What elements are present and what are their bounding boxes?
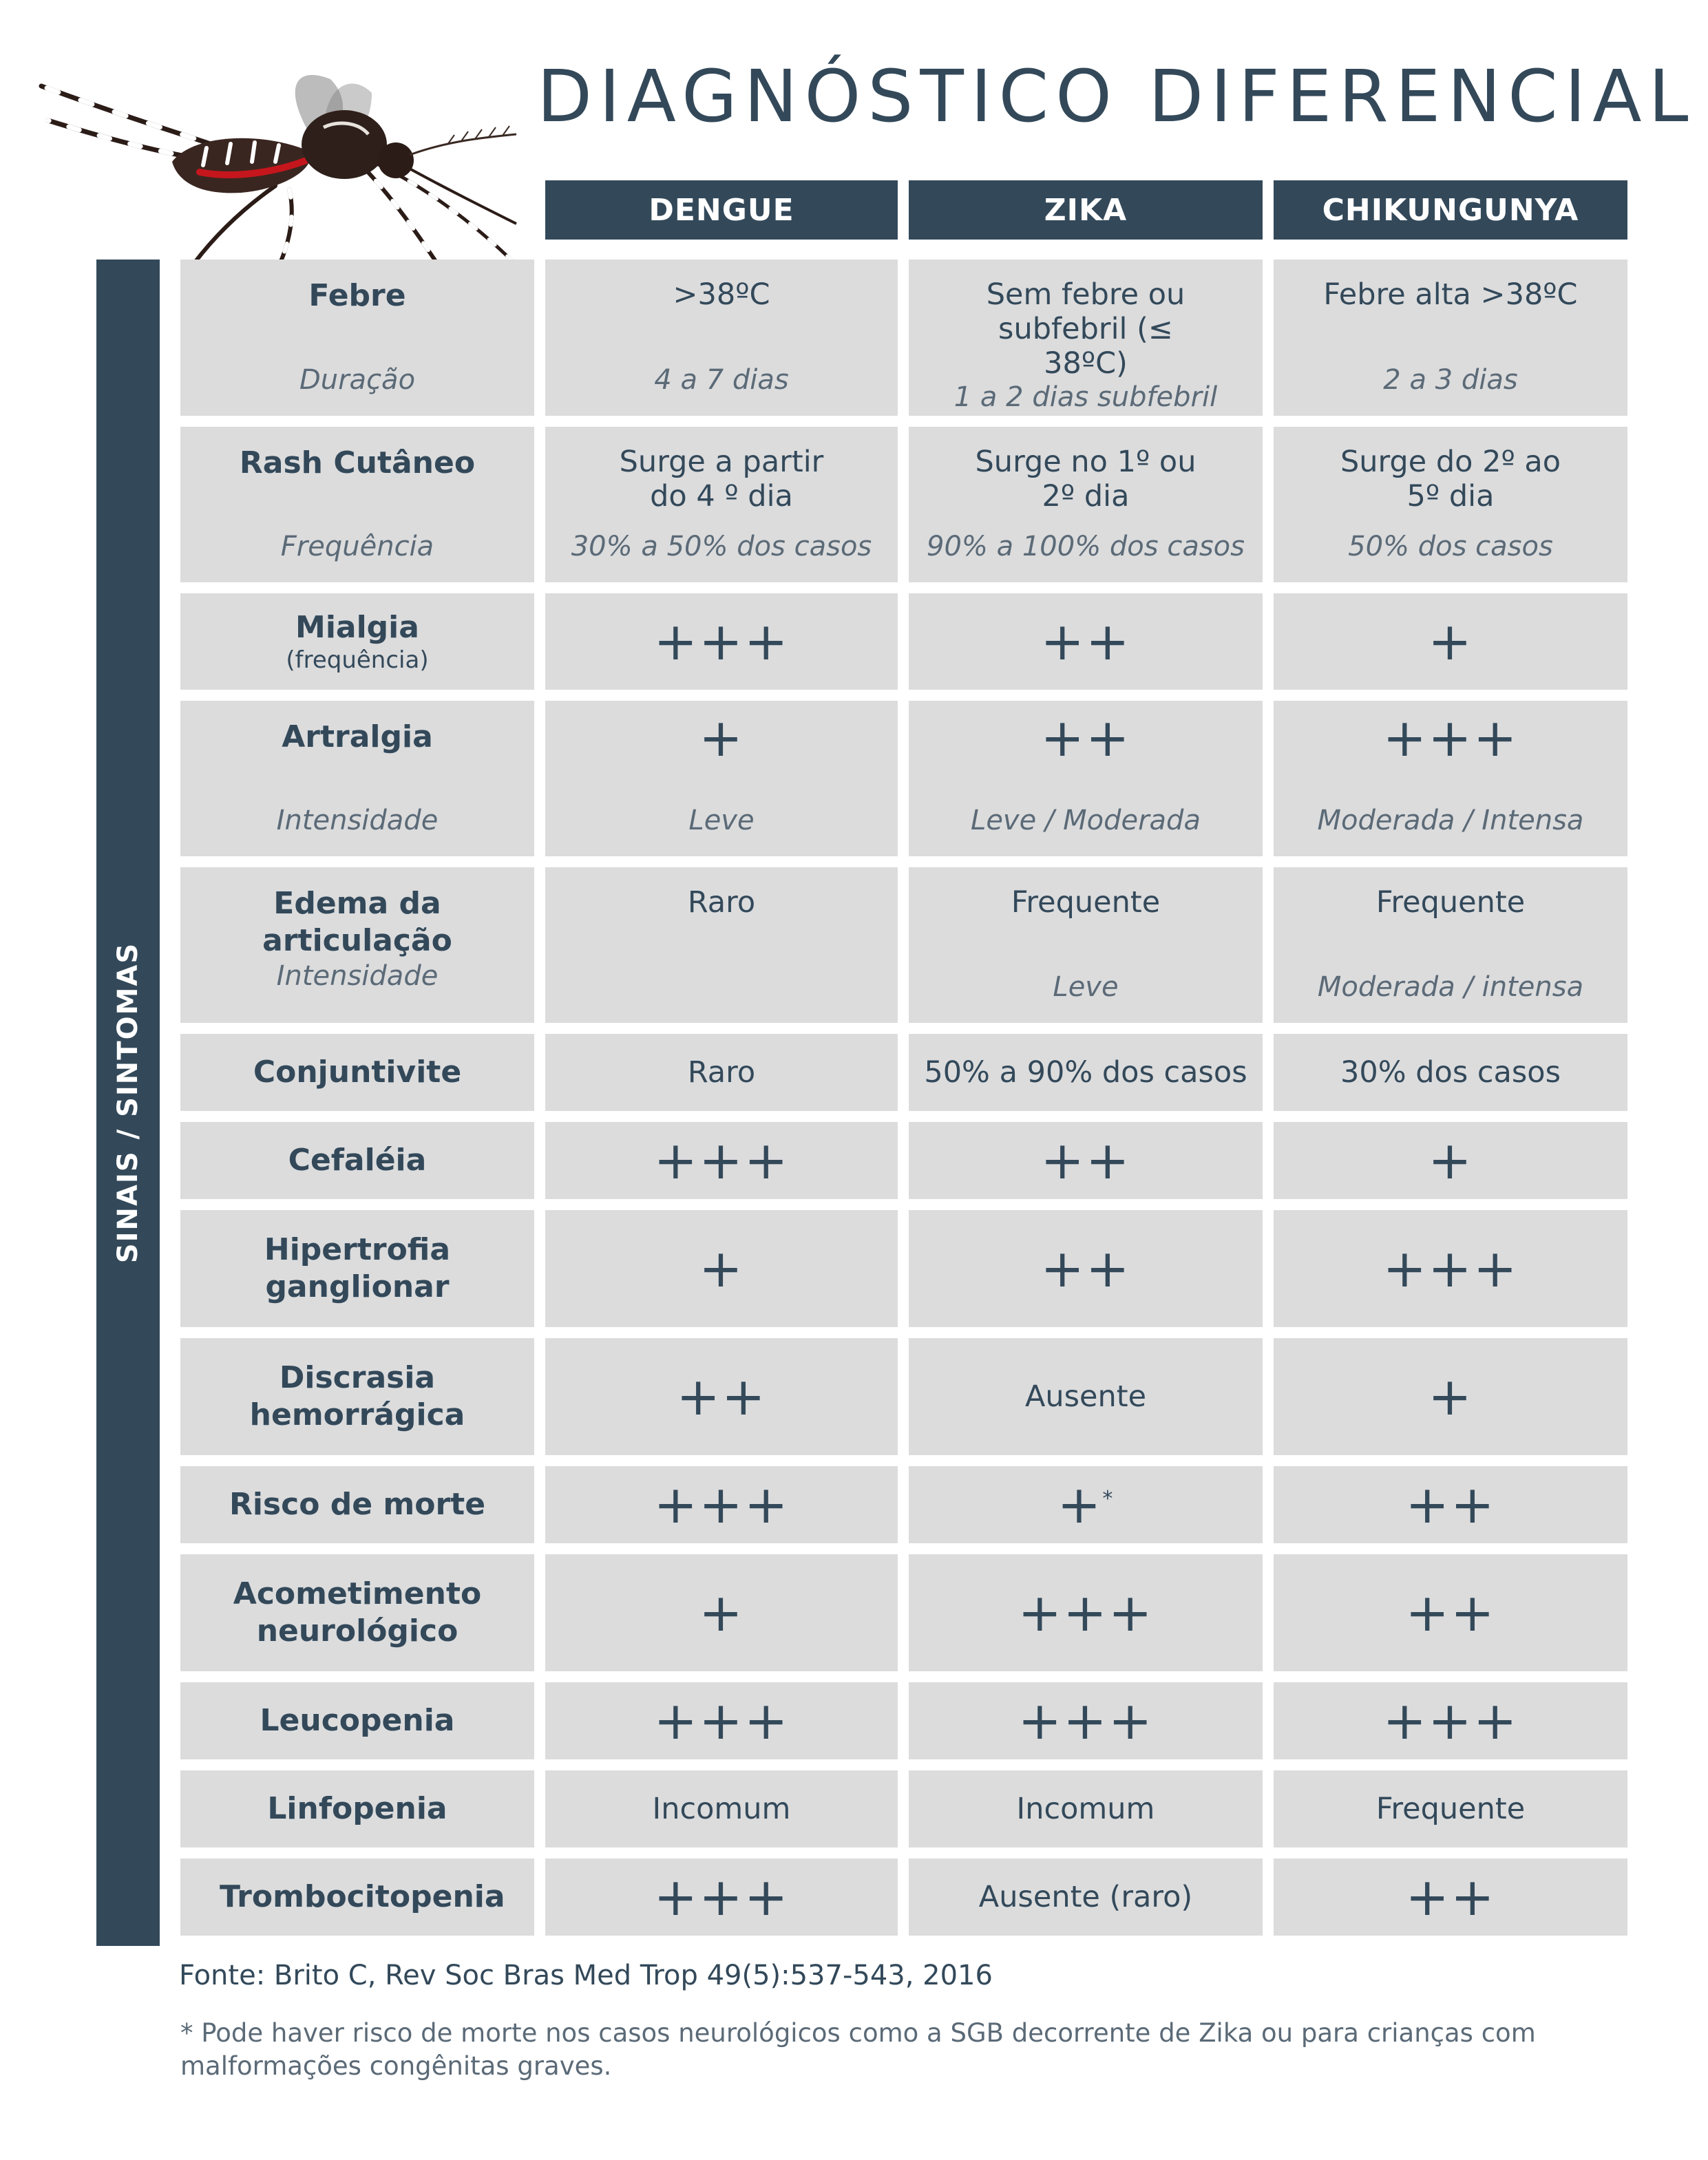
- cell-value: Raro: [687, 1055, 756, 1090]
- row-label-cell: [180, 1859, 534, 1936]
- cell-detail: 90% a 100% dos casos: [927, 531, 1245, 562]
- footnote: * Pode haver risco de morte nos casos neurológicos como a SGB decorrente de Zika ou para crianças com malformações congênitas graves.: [180, 2018, 1536, 2081]
- cell-detail: 4 a 7 dias: [654, 364, 789, 396]
- row-label: Leucopenia: [260, 1703, 455, 1738]
- row-label-cell: [180, 1554, 534, 1671]
- column-header-chikungunya: CHIKUNGUNYA: [1274, 180, 1627, 240]
- cell-value: Sem febre ou subfebril (≤ 38ºC): [986, 277, 1185, 381]
- cell-rating: ++: [1040, 707, 1131, 768]
- table-cell: [545, 1210, 898, 1327]
- table-cell: [1274, 1122, 1627, 1199]
- cell-detail: Leve: [688, 805, 755, 836]
- cell-rating: ++: [1405, 1474, 1496, 1535]
- row-label-cell: [180, 427, 534, 582]
- row-label: Rash Cutâneo: [239, 445, 476, 480]
- row-label: Linfopenia: [267, 1791, 447, 1826]
- page-title: DIAGNÓSTICO DIFERENCIAL: [537, 54, 1696, 138]
- row-label: Mialgia: [295, 610, 419, 645]
- cell-rating: ++: [1405, 1582, 1496, 1643]
- cell-value: Raro: [687, 885, 756, 920]
- table-cell: [545, 260, 898, 416]
- cell-rating: +++: [1382, 1690, 1519, 1751]
- row-label-cell: [180, 1770, 534, 1847]
- table-cell: [545, 1466, 898, 1543]
- row-label: Conjuntivite: [253, 1055, 462, 1090]
- row-label-cell: [180, 1682, 534, 1759]
- cell-rating: +++: [1018, 1690, 1154, 1751]
- table-cell: [909, 1466, 1263, 1543]
- table-cell: [1274, 1682, 1627, 1759]
- cell-rating: +*: [1057, 1474, 1115, 1535]
- row-sublabel: Duração: [299, 364, 416, 396]
- cell-rating: +++: [653, 611, 790, 672]
- row-label-cell: [180, 867, 534, 1023]
- cell-value: Frequente: [1375, 885, 1526, 920]
- table-cell: [909, 1210, 1263, 1327]
- cell-rating: +++: [653, 1474, 790, 1535]
- cell-rating: ++: [1405, 1866, 1496, 1927]
- table-cell: [1274, 1554, 1627, 1671]
- row-sublabel: Frequência: [280, 531, 434, 562]
- table-cell: [909, 593, 1263, 690]
- cell-rating: +++: [653, 1690, 790, 1751]
- cell-detail: 50% dos casos: [1348, 531, 1553, 562]
- cell-rating: +++: [653, 1130, 790, 1191]
- cell-value: Incomum: [652, 1792, 791, 1826]
- row-label: Hipertrofia ganglionar: [264, 1232, 451, 1304]
- cell-rating: ++: [1040, 1238, 1131, 1299]
- table-cell: [545, 1770, 898, 1847]
- table-cell: [545, 867, 898, 1023]
- cell-rating: +: [1428, 1130, 1473, 1191]
- table-cell: [1274, 593, 1627, 690]
- column-header-dengue: DENGUE: [545, 180, 898, 240]
- table-cell: [909, 427, 1263, 582]
- table-cell: [909, 701, 1263, 856]
- cell-rating: +: [699, 1238, 744, 1299]
- row-label-cell: [180, 1210, 534, 1327]
- cell-rating: +++: [1382, 1238, 1519, 1299]
- table-cell: [1274, 701, 1627, 856]
- cell-detail: Moderada / Intensa: [1317, 805, 1584, 836]
- row-label-cell: [180, 260, 534, 416]
- cell-rating: ++: [1040, 1130, 1131, 1191]
- cell-value: 30% dos casos: [1340, 1055, 1561, 1090]
- table-cell: [1274, 427, 1627, 582]
- table-cell: [909, 867, 1263, 1023]
- table-cell: [545, 1034, 898, 1111]
- cell-detail: Moderada / intensa: [1317, 971, 1584, 1003]
- table-cell: [909, 1122, 1263, 1199]
- sidebar-label: SINAIS / SINTOMAS: [112, 942, 144, 1264]
- row-label-cell: [180, 701, 534, 856]
- table-cell: [545, 1859, 898, 1936]
- row-label-note: (frequência): [286, 646, 429, 674]
- cell-rating: ++: [1040, 611, 1131, 672]
- table-cell: [1274, 1770, 1627, 1847]
- table-cell: [909, 1682, 1263, 1759]
- row-label: Risco de morte: [229, 1487, 486, 1522]
- table-cell: [1274, 1034, 1627, 1111]
- table-cell: [909, 1554, 1263, 1671]
- cell-rating: +++: [1382, 707, 1519, 768]
- cell-value: Surge no 1º ou 2º dia: [975, 445, 1196, 513]
- cell-value: Surge do 2º ao 5º dia: [1340, 445, 1561, 513]
- cell-rating: +: [1428, 611, 1473, 672]
- cell-value: Ausente (raro): [978, 1880, 1193, 1914]
- cell-value: Frequente: [1375, 1792, 1526, 1826]
- row-label: Febre: [308, 278, 406, 313]
- table-cell: [1274, 867, 1627, 1023]
- table-cell: [545, 701, 898, 856]
- table-cell: [1274, 1210, 1627, 1327]
- table-cell: [545, 593, 898, 690]
- cell-detail: 2 a 3 dias: [1383, 364, 1518, 396]
- row-label: Cefaléia: [288, 1143, 427, 1178]
- table-cell: [545, 1554, 898, 1671]
- table-cell: [909, 1338, 1263, 1455]
- table-cell: [909, 1034, 1263, 1111]
- cell-rating: +: [699, 707, 744, 768]
- row-label: Trombocitopenia: [220, 1879, 505, 1914]
- table-cell: [545, 427, 898, 582]
- cell-value: Frequente: [1011, 885, 1161, 920]
- cell-rating: +++: [1018, 1582, 1154, 1643]
- cell-rating: +: [699, 1582, 744, 1643]
- cell-value: Febre alta >38ºC: [1323, 277, 1578, 312]
- cell-value: Surge a partir do 4 º dia: [619, 445, 824, 513]
- row-label-cell: [180, 1338, 534, 1455]
- table-cell: [1274, 260, 1627, 416]
- table-cell: [909, 260, 1263, 416]
- cell-value: Incomum: [1016, 1792, 1155, 1826]
- cell-rating: +++: [653, 1866, 790, 1927]
- row-label: Edema da articulação: [262, 886, 452, 958]
- footnote-marker: *: [1102, 1487, 1115, 1511]
- cell-rating: +: [1428, 1366, 1473, 1427]
- table-cell: [909, 1770, 1263, 1847]
- table-cell: [1274, 1466, 1627, 1543]
- cell-detail: Leve: [1053, 971, 1119, 1003]
- source-citation: Fonte: Brito C, Rev Soc Bras Med Trop 49(5):537-543, 2016: [179, 1960, 993, 1991]
- table-cell: [1274, 1338, 1627, 1455]
- row-label-cell: [180, 1122, 534, 1199]
- row-label: Artralgia: [282, 719, 433, 754]
- row-label-cell: [180, 593, 534, 690]
- table-cell: [545, 1122, 898, 1199]
- cell-detail: 30% a 50% dos casos: [571, 531, 872, 562]
- table-cell: [545, 1338, 898, 1455]
- row-label-cell: [180, 1034, 534, 1111]
- row-sublabel: Intensidade: [276, 960, 439, 992]
- cell-rating: ++: [676, 1366, 767, 1427]
- cell-detail: 1 a 2 dias subfebril: [953, 381, 1218, 413]
- row-label: Acometimento neurológico: [233, 1576, 482, 1649]
- cell-value: Ausente: [1024, 1379, 1147, 1414]
- cell-value: >38ºC: [673, 277, 770, 312]
- column-header-zika: ZIKA: [909, 180, 1263, 240]
- table-cell: [909, 1859, 1263, 1936]
- row-sublabel: Intensidade: [276, 805, 439, 836]
- table-cell: [1274, 1859, 1627, 1936]
- cell-detail: Leve / Moderada: [971, 805, 1201, 836]
- cell-value: 50% a 90% dos casos: [924, 1055, 1247, 1090]
- row-label: Discrasia hemorrágica: [249, 1360, 465, 1432]
- row-label-cell: [180, 1466, 534, 1543]
- table-cell: [545, 1682, 898, 1759]
